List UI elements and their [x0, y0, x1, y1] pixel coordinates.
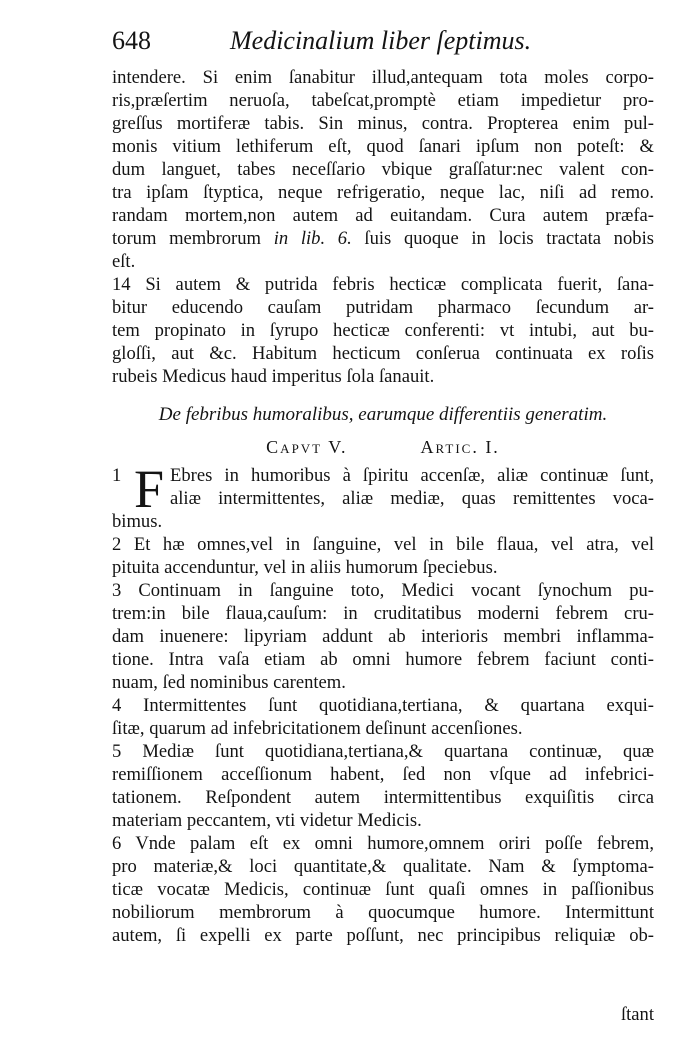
caput-label: Capvt V. — [266, 437, 348, 457]
text-line: randam mortem,non autem ad euitandam. Cura autem præfa- — [112, 205, 654, 226]
book-reference: in lib. 6. — [273, 228, 352, 249]
text-line: autem, ſi expelli ex parte poſſunt, nec principibus reliquiæ ob- — [112, 925, 654, 946]
text-line: tationem. Reſpondent autem intermittentibus exquiſitis circa — [112, 787, 654, 808]
paragraph-14-line: tem propinato in ſyrupo hecticæ conferenti: vt intubi, aut bu- — [112, 320, 654, 341]
paragraph-14-line: rubeis Medicus haud imperitus ſola ſanauit. — [112, 366, 435, 387]
catchword: ſtant — [620, 1004, 654, 1025]
text-line: nuam, ſed nominibus carentem. — [112, 672, 346, 693]
text-line: greſſus mortiferæ tabis. Sin minus, contra. Propterea enim pul- — [112, 113, 654, 134]
page-number: 648 — [112, 26, 151, 55]
text-line: materiam peccantem, vti videtur Medicis. — [112, 810, 422, 831]
text-line: ticæ vocatæ Medicis, continuæ ſunt quaſi omnes in paſſionibus — [112, 879, 654, 900]
section-title: De febribus humoralibus, earumque differentiis generatim. — [158, 404, 608, 425]
text-line: pro materiæ,& loci quantitate,& qualitate. Nam & ſymptoma- — [112, 856, 654, 877]
text-line: nobiliorum membrorum à quocumque humore. Intermittunt — [112, 902, 654, 923]
text-line: remiſſionem acceſſionum habent, ſed non vſque ad infebrici- — [112, 764, 654, 785]
page-header — [112, 26, 572, 66]
text-line: 6 Vnde palam eſt ex omni humore,omnem oriri poſſe febrem, — [112, 833, 654, 854]
text-fragment: torum membrorum — [112, 228, 274, 249]
text-line: pituita accenduntur, vel in aliis humorum ſpeciebus. — [112, 557, 498, 578]
text-line: intendere. Si enim ſanabitur illud,antequam tota moles corpo- — [112, 67, 654, 88]
paragraph-14-line: bitur educendo cauſam putridam pharmaco ſecundum ar- — [112, 297, 654, 318]
text-line: monis vitium lethiferum eſt, quod ſanari ipſum non poteſt: & — [112, 136, 654, 157]
text-line: dum languet, tabes neceſſario vbique graſſatur:nec valent con- — [112, 159, 654, 180]
chapter-heading — [112, 430, 654, 464]
text-line-with-reference — [112, 227, 654, 250]
paragraph-14-line: 14 Si autem & putrida febris hecticæ complicata fuerit, ſana- — [112, 274, 654, 295]
paragraph-14-line: gloſſi, aut &c. Habitum hecticum conſerua continuata ex roſis — [112, 343, 654, 364]
text-line: 5 Mediæ ſunt quotidiana,tertiana,& quartana continuæ, quæ — [112, 741, 654, 762]
running-title: Medicinalium liber ſeptimus. — [230, 26, 532, 55]
text-line: 4 Intermittentes ſunt quotidiana,tertiana, & quartana exqui- — [112, 695, 654, 716]
text-line: 2 Et hæ omnes,vel in ſanguine, vel in bile flaua, vel atra, vel — [112, 534, 654, 555]
text-line: tione. Intra vaſa etiam ab omni humore febrem faciunt conti- — [112, 649, 654, 670]
paragraph-1 — [112, 459, 654, 533]
text-line: 3 Continuam in ſanguine toto, Medici vocant ſynochum pu- — [112, 580, 654, 601]
text-line: tra ipſam ſtyptica, neque refrigeratio, neque lac, niſi ad remo. — [112, 182, 654, 203]
text-line: trem:in bile flaua,cauſum: in cruditatibus moderni febrem cru- — [112, 603, 654, 624]
text-line: ſitæ, quarum ad infebricitationem deſinunt accenſiones. — [112, 718, 523, 739]
body-text — [112, 66, 654, 947]
text-fragment: ſuis quoque in locis tractata nobis — [351, 228, 654, 249]
text-line: bimus. — [112, 511, 163, 532]
drop-cap-letter: F — [134, 459, 165, 519]
text-line: aliæ intermittentes, aliæ mediæ, quas remittentes voca- — [170, 488, 654, 509]
text-line: dam inuenere: lipyriam addunt ab interioris membri inflamma- — [112, 626, 654, 647]
text-line: ris,præſertim neruoſa, tabeſcat,promptè etiam impedietur pro- — [112, 90, 654, 111]
article-label: Artic. I. — [420, 437, 500, 457]
text-line: Ebres in humoribus à ſpiritu accenſæ, aliæ continuæ ſunt, — [170, 465, 654, 486]
paragraph-number: 1 — [112, 465, 122, 486]
text-line: eſt. — [112, 251, 136, 272]
